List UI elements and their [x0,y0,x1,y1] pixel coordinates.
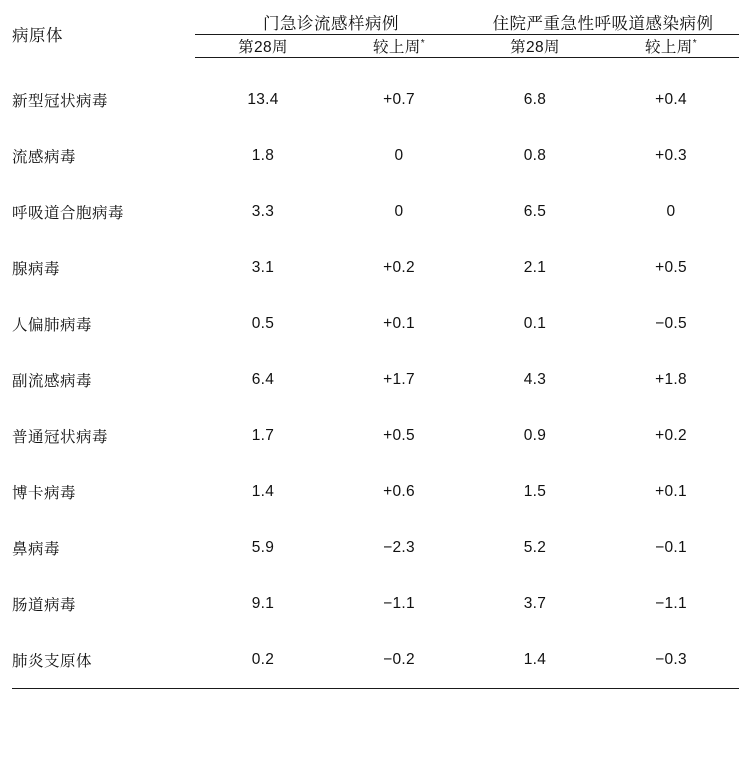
table-row [12,408,739,464]
row-value: 13.4 [247,91,279,108]
row-value: 5.9 [251,539,275,556]
row-value: −0.1 [655,539,687,556]
row-label: 肺炎支原体 [12,632,195,689]
row-value: 9.1 [251,595,275,612]
row-label: 肠道病毒 [12,597,77,614]
row-value: 1.8 [251,147,275,164]
group-header-row [12,10,739,35]
spacer-cell [603,58,739,73]
table-row [12,464,739,520]
row-value: 1.5 [523,483,547,500]
row-value: −0.2 [331,632,467,689]
row-value: −0.5 [655,315,687,332]
table-row [12,240,739,296]
subheader-label: 第28周 [510,39,560,56]
header-spacer-row [12,58,739,73]
pathogen-statistics-table [12,10,739,689]
row-value: 6.5 [523,203,547,220]
row-label: 普通冠状病毒 [12,429,109,446]
row-value: 0.1 [523,315,547,332]
table-body [12,58,739,689]
spacer-cell [195,58,331,73]
row-value: +1.8 [655,371,687,388]
row-value: 0.9 [523,427,547,444]
table-row [12,72,739,128]
subheader-label: 较上周 [373,39,421,56]
row-value: +0.5 [383,427,415,444]
subheader-label: 第28周 [238,39,288,56]
table-row [12,184,739,240]
row-label: 博卡病毒 [12,485,77,502]
subheader-change-outpatient [331,35,467,58]
row-value: +0.3 [655,147,687,164]
row-value: 1.4 [251,483,275,500]
row-value: 3.3 [251,203,275,220]
row-value: 4.3 [523,371,547,388]
table-row [12,128,739,184]
table-row [12,520,739,576]
subheader-note: * [420,37,425,49]
row-value: +0.2 [383,259,415,276]
row-label: 流感病毒 [12,149,77,166]
row-label: 人偏肺病毒 [12,317,93,334]
row-header-label: 病原体 [12,26,63,45]
row-value: 0 [666,203,676,220]
table-row [12,632,739,689]
row-value: −2.3 [383,539,415,556]
row-value: +0.1 [383,315,415,332]
row-value: 0 [394,147,404,164]
spacer-cell [331,58,467,73]
table-row [12,352,739,408]
row-value: −0.3 [603,632,739,689]
row-label: 鼻病毒 [12,541,61,558]
row-label: 新型冠状病毒 [12,93,109,110]
table-row [12,576,739,632]
spacer-cell [467,58,603,73]
subheader-change-inpatient [603,35,739,58]
row-value: 6.8 [523,91,547,108]
row-value: +0.6 [383,483,415,500]
row-value: 5.2 [523,539,547,556]
row-value: +0.4 [655,91,687,108]
row-value: +0.7 [383,91,415,108]
row-value: 0.2 [195,632,331,689]
row-value: −1.1 [383,595,415,612]
row-value: 3.7 [523,595,547,612]
row-value: 1.7 [251,427,275,444]
subheader-week-inpatient [467,35,603,58]
subheader-label: 较上周 [645,39,693,56]
row-value: 1.4 [467,632,603,689]
row-label: 腺病毒 [12,261,61,278]
table-row [12,296,739,352]
row-value: −1.1 [655,595,687,612]
row-value: +0.2 [655,427,687,444]
row-value: +0.1 [655,483,687,500]
row-value: 0.5 [251,315,275,332]
subheader-week-outpatient [195,35,331,58]
row-value: 6.4 [251,371,275,388]
table-header [12,10,739,58]
group-header-inpatient: 住院严重急性呼吸道感染病例 [467,10,739,35]
row-value: 0.8 [523,147,547,164]
row-value: 0 [394,203,404,220]
row-value: 3.1 [251,259,275,276]
row-value: +0.5 [655,259,687,276]
subheader-note: * [692,37,697,49]
row-label: 呼吸道合胞病毒 [12,205,125,222]
spacer-cell [12,58,195,73]
row-value: 2.1 [523,259,547,276]
row-label: 副流感病毒 [12,373,93,390]
group-header-outpatient: 门急诊流感样病例 [195,10,467,35]
row-value: +1.7 [383,371,415,388]
